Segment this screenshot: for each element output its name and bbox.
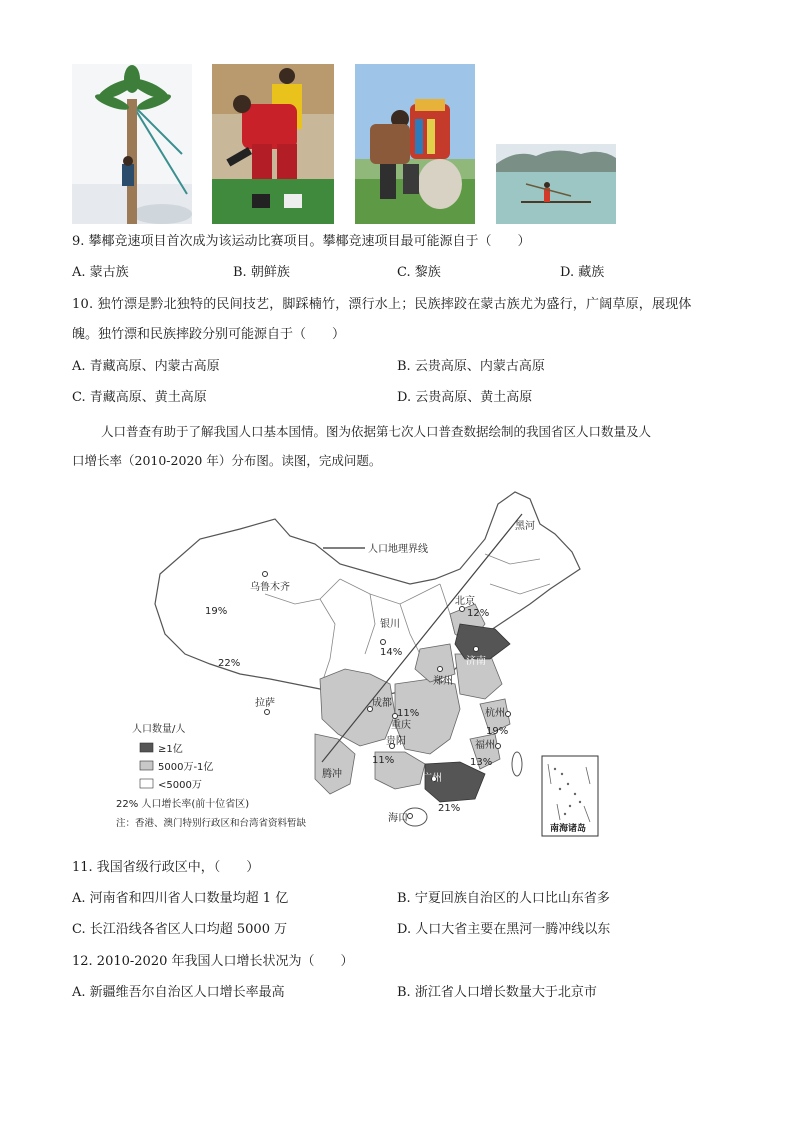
city-yinchuan: 银川 bbox=[380, 619, 400, 630]
line-legend-label: 人口地理界线 bbox=[368, 544, 428, 555]
q12-option-b[interactable]: B. 浙江省人口增长数量大于北京市 bbox=[397, 985, 597, 1000]
south-china-sea-inset bbox=[542, 756, 598, 836]
q10-option-a[interactable]: A. 青藏高原、内蒙古高原 bbox=[72, 359, 220, 374]
q10-option-b[interactable]: B. 云贵高原、内蒙古高原 bbox=[397, 359, 545, 374]
city-guangzhou: 广州 bbox=[422, 773, 442, 784]
q9-option-a[interactable]: A. 蒙古族 bbox=[72, 265, 129, 280]
city-hangzhou: 杭州 bbox=[485, 708, 505, 719]
city-heihe: 黑河 bbox=[515, 521, 535, 532]
legend-title: 人口数量/人 bbox=[132, 724, 186, 735]
photo-wrestling-red bbox=[212, 64, 334, 224]
q12-stem: 12. 2010-2020 年我国人口增长状况为（ ） bbox=[72, 954, 354, 969]
rate-beijing: 12% bbox=[467, 608, 490, 619]
q9-option-c[interactable]: C. 黎族 bbox=[397, 265, 441, 280]
city-zhengzhou: 郑州 bbox=[433, 676, 453, 687]
q10-option-c[interactable]: C. 青藏高原、黄土高原 bbox=[72, 390, 207, 405]
legend-white: <5000万 bbox=[158, 780, 202, 791]
rate-chongqing: 11% bbox=[397, 708, 420, 719]
q12-option-a[interactable]: A. 新疆维吾尔自治区人口增长率最高 bbox=[72, 985, 285, 1000]
region-taiwan bbox=[512, 752, 522, 776]
photo-coconut-climb bbox=[72, 64, 192, 224]
q9-stem: 9. 攀椰竞速项目首次成为该运动比赛项目。攀椰竞速项目最可能源自于（ ） bbox=[72, 234, 531, 249]
city-lhasa: 拉萨 bbox=[255, 698, 275, 709]
q11-option-a[interactable]: A. 河南省和四川省人口数量均超 1 亿 bbox=[72, 891, 289, 906]
city-chengdu: 成都 bbox=[372, 698, 392, 709]
city-beijing: 北京 bbox=[455, 596, 475, 607]
legend-gray: 5000万-1亿 bbox=[158, 762, 214, 773]
legend-dark: ≥1亿 bbox=[158, 744, 183, 755]
map-legend bbox=[116, 722, 307, 829]
city-tengchong: 腾冲 bbox=[322, 769, 342, 780]
city-jinan: 济南 bbox=[466, 656, 486, 667]
q11-stem: 11. 我国省级行政区中，（ ） bbox=[72, 860, 260, 875]
legend-rate-note: 22% 人口增长率(前十位省区) bbox=[116, 799, 250, 810]
region-yunnan bbox=[315, 734, 355, 794]
q10-stem-line2: 魄。独竹漂和民族摔跤分别可能源自于（ ） bbox=[72, 327, 346, 342]
rate-guangdong: 21% bbox=[438, 803, 461, 814]
rate-tibet: 22% bbox=[218, 658, 241, 669]
q11-option-b[interactable]: B. 宁夏回族自治区的人口比山东省多 bbox=[397, 891, 610, 906]
q10-stem-line1: 10. 独竹漂是黔北独特的民间技艺，脚踩楠竹，漂行水上；民族摔跤在蒙古族尤为盛行，广阔草原，展现体 bbox=[72, 297, 692, 312]
photo-mongolian-wrestling bbox=[355, 64, 475, 224]
intro-line2: 口增长率（2010-2020 年）分布图。读图，完成问题。 bbox=[72, 453, 382, 468]
city-haikou: 海口 bbox=[388, 813, 408, 824]
city-fuzhou: 福州 bbox=[475, 740, 495, 751]
rate-guizhou: 11% bbox=[372, 755, 395, 766]
city-guiyang: 贵阳 bbox=[386, 736, 406, 747]
intro-line1: 人口普查有助于了解我国人口基本国情。图为依据第七次人口普查数据绘制的我国省区人口数量及人 bbox=[101, 424, 652, 439]
region-shandong bbox=[455, 624, 510, 659]
q9-option-d[interactable]: D. 藏族 bbox=[560, 265, 605, 280]
rate-ningxia: 14% bbox=[380, 647, 403, 658]
population-map bbox=[110, 484, 610, 844]
city-chongqing: 重庆 bbox=[391, 720, 411, 731]
city-urumqi: 乌鲁木齐 bbox=[250, 582, 290, 593]
photo-bamboo-rafting bbox=[496, 144, 616, 224]
q11-option-c[interactable]: C. 长江沿线各省区人口均超 5000 万 bbox=[72, 922, 288, 937]
rate-fujian: 13% bbox=[470, 757, 493, 768]
inset-label: 南海诸岛 bbox=[550, 824, 587, 834]
q11-option-d[interactable]: D. 人口大省主要在黑河一腾冲线以东 bbox=[397, 922, 611, 937]
legend-note: 注：香港、澳门特别行政区和台湾省资料暂缺 bbox=[116, 818, 307, 829]
rate-xinjiang: 19% bbox=[205, 606, 228, 617]
q10-option-d[interactable]: D. 云贵高原、黄土高原 bbox=[397, 390, 533, 405]
q9-option-b[interactable]: B. 朝鲜族 bbox=[233, 265, 290, 280]
rate-zhejiang: 19% bbox=[486, 726, 509, 737]
